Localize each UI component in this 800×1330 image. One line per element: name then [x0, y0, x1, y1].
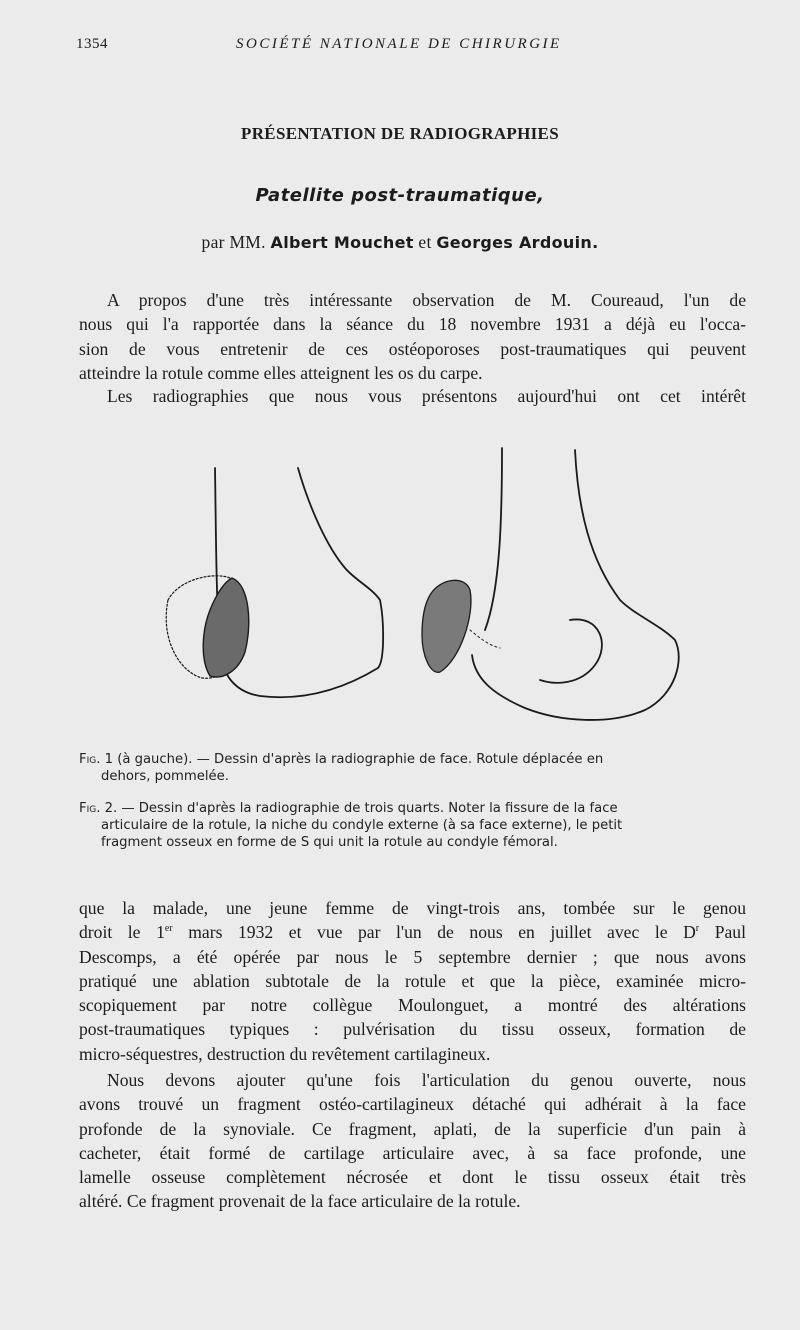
figure-1-drawing [166, 468, 383, 697]
caption-line [79, 800, 746, 817]
figure-label: Fig. 1 [79, 752, 113, 767]
paragraph-line: A propos d'une très intéressante observation de M. Coureaud, l'un de [107, 290, 746, 310]
text-fragment: Paul [699, 922, 746, 943]
paragraph-4 [79, 1068, 746, 1214]
section-title: PRÉSENTATION DE RADIOGRAPHIES [241, 124, 559, 143]
superscript: r [695, 923, 700, 935]
figure-label: Fig. 2. [79, 801, 118, 816]
paragraph-1 [79, 288, 746, 385]
paragraph-line: profonde de la synoviale. Ce fragment, aplati, de la superficie d'un pain à [79, 1118, 746, 1139]
authors-line [0, 232, 800, 253]
paragraph-line: scopiquement par notre collègue Moulonguet, a montré des altérations [79, 995, 746, 1016]
paragraph-line: atteindre la rotule comme elles atteignent les os du carpe. [79, 362, 483, 383]
superscript: er [164, 923, 173, 935]
paragraph-line: pratiqué une ablation subtotale de la rotule et que la pièce, examinée micro- [79, 970, 746, 991]
paragraph-line: sion de vous entretenir de ces ostéoporoses post-traumatiques qui peuvent [79, 338, 746, 359]
author-one: Albert Mouchet [270, 233, 414, 252]
caption-line: dehors, pommelée. [101, 769, 229, 784]
text-fragment: mars 1932 et vue par l'un de nous en juillet avec le D [172, 922, 696, 943]
figure-1-caption [79, 751, 746, 785]
knee-radiograph-drawings [140, 440, 700, 740]
figure-2-drawing [422, 448, 679, 720]
paragraph-line: Nous devons ajouter qu'une fois l'articulation du genou ouverte, nous [107, 1070, 746, 1090]
paragraph-line: cacheter, était formé de cartilage articulaire avec, à sa face profonde, une [79, 1142, 746, 1163]
caption-line: articulaire de la rotule, la niche du condyle externe (à sa face externe), le petit [101, 818, 623, 833]
paragraph-3 [79, 896, 746, 1066]
paragraph-line: que la malade, une jeune femme de vingt-trois ans, tombée sur le genou [79, 898, 746, 918]
paragraph-line: post-traumatiques typiques : pulvérisation du tissu osseux, formation de [79, 1019, 746, 1040]
paragraph-line: Descomps, a été opérée par nous le 5 septembre dernier ; que nous avons [79, 946, 746, 967]
authors-conjunction: et [418, 232, 432, 252]
article-title: Patellite post-traumatique, [255, 185, 545, 206]
paragraph-line: lamelle osseuse complètement nécrosée et dont le tissu osseux était très [79, 1167, 746, 1188]
paragraph-2 [79, 384, 746, 408]
author-two: Georges Ardouin. [436, 233, 599, 252]
caption-text: (à gauche). — Dessin d'après la radiographie de face. Rotule déplacée en [113, 752, 604, 767]
paragraph-line: nous qui l'a rapportée dans la séance du 18 novembre 1931 a déjà eu l'occa- [79, 314, 746, 335]
figure-2-caption [79, 800, 746, 851]
caption-line [79, 751, 746, 768]
caption-line: fragment osseux en forme de S qui unit la rotule au condyle fémoral. [101, 835, 558, 850]
caption-text: — Dessin d'après la radiographie de trois quarts. Noter la fissure de la face [117, 801, 618, 816]
page-number: 1354 [76, 36, 108, 52]
paragraph-line: avons trouvé un fragment ostéo-cartilagineux détaché qui adhérait à la face [79, 1094, 746, 1115]
journal-title: SOCIÉTÉ NATIONALE DE CHIRURGIE [236, 36, 562, 52]
text-fragment: droit le 1 [79, 922, 165, 943]
authors-prefix: par MM. [201, 232, 266, 252]
paragraph-line [79, 920, 746, 944]
paragraph-line: altéré. Ce fragment provenait de la face articulaire de la rotule. [79, 1191, 521, 1212]
paragraph-line: micro-séquestres, destruction du revêtement cartilagineux. [79, 1043, 491, 1064]
paragraph-line: Les radiographies que nous vous présentons aujourd'hui ont cet intérêt [107, 386, 746, 406]
